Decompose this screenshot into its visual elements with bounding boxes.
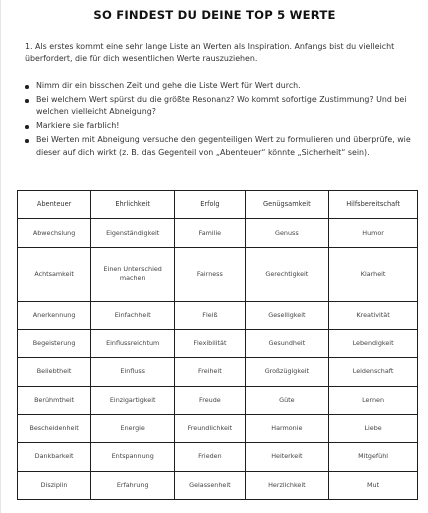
value-cell: Lernen <box>329 386 418 414</box>
instruction-item <box>25 120 417 132</box>
table-header-cell: Genügsamkeit <box>245 191 329 219</box>
table-header-cell: Ehrlichkeit <box>91 191 175 219</box>
instruction-item <box>25 80 417 92</box>
instruction-text: Markiere sie farblich! <box>36 121 120 131</box>
value-cell: Einfachheit <box>91 301 175 329</box>
value-cell: Fleiß <box>175 301 245 329</box>
value-cell: Anerkennung <box>18 301 91 329</box>
value-cell: Heiterkeit <box>245 443 329 471</box>
value-cell: Einzigartigkeit <box>91 386 175 414</box>
value-cell: Energie <box>91 414 175 442</box>
page-title: SO FINDEST DU DEINE TOP 5 WERTE <box>93 8 336 22</box>
value-cell: Liebe <box>329 414 418 442</box>
value-cell: Kreativität <box>329 301 418 329</box>
value-cell: Flexibilität <box>175 329 245 357</box>
value-cell: Genuss <box>245 219 329 247</box>
table-row <box>18 443 418 471</box>
value-cell: Achtsamkeit <box>18 247 91 301</box>
values-table <box>17 190 418 500</box>
value-cell: Freundlichkeit <box>175 414 245 442</box>
value-cell: Gesundheit <box>245 329 329 357</box>
instruction-item <box>25 94 417 119</box>
table-row <box>18 247 418 301</box>
table-header-cell: Hilfsbereitschaft <box>329 191 418 219</box>
value-cell: Güte <box>245 386 329 414</box>
value-cell: Fairness <box>175 247 245 301</box>
value-cell: Gelassenheit <box>175 471 245 499</box>
instruction-text: Bei welchem Wert spürst du die größte Resonanz? Wo kommt sofortige Zustimmung? Und bei welchen vielleicht Abneigung? <box>36 95 407 117</box>
table-header-cell: Abenteuer <box>18 191 91 219</box>
value-cell: Großzügigkeit <box>245 358 329 386</box>
value-cell: Einflussreichtum <box>91 329 175 357</box>
table-row <box>18 329 418 357</box>
bullet-icon <box>25 139 29 143</box>
instruction-text: Nimm dir ein bisschen Zeit und gehe die Liste Wert für Wert durch. <box>36 81 301 90</box>
value-cell: Begeisterung <box>18 329 91 357</box>
value-cell: Erfahrung <box>91 471 175 499</box>
value-cell: Dankbarkeit <box>18 443 91 471</box>
table-row <box>18 358 418 386</box>
value-cell: Eigenständigkeit <box>91 219 175 247</box>
value-cell: Klarheit <box>329 247 418 301</box>
value-cell: Disziplin <box>18 471 91 499</box>
value-cell: Einen Unterschied machen <box>91 247 175 301</box>
value-cell: Mut <box>329 471 418 499</box>
bullet-icon <box>25 125 29 129</box>
table-row <box>18 386 418 414</box>
table-header-cell: Erfolg <box>175 191 245 219</box>
instruction-item <box>25 134 417 159</box>
value-cell: Herzlichkeit <box>245 471 329 499</box>
value-cell: Freiheit <box>175 358 245 386</box>
value-cell: Abwechslung <box>18 219 91 247</box>
value-cell: Frieden <box>175 443 245 471</box>
value-cell: Mitgefühl <box>329 443 418 471</box>
instruction-text: Bei Werten mit Abneigung versuche den gegenteiligen Wert zu formulieren und überprüfe, wie dieser auf dich wirkt (z. B. das Gegenteil von „Abenteuer“ könnte „Sicherheit“ sein). <box>36 135 411 157</box>
value-cell: Lebendigkeit <box>329 329 418 357</box>
value-cell: Harmonie <box>245 414 329 442</box>
instruction-list <box>25 80 417 161</box>
value-cell: Berühmtheit <box>18 386 91 414</box>
value-cell: Leidenschaft <box>329 358 418 386</box>
table-row <box>18 301 418 329</box>
bullet-icon <box>25 99 29 103</box>
value-cell: Entspannung <box>91 443 175 471</box>
value-cell: Einfluss <box>91 358 175 386</box>
value-cell: Geselligkeit <box>245 301 329 329</box>
table-row <box>18 219 418 247</box>
value-cell: Gerechtigkeit <box>245 247 329 301</box>
value-cell: Freude <box>175 386 245 414</box>
value-cell: Beliebtheit <box>18 358 91 386</box>
table-header-row <box>18 191 418 219</box>
table-row <box>18 471 418 499</box>
value-cell: Humor <box>329 219 418 247</box>
value-cell: Familie <box>175 219 245 247</box>
bullet-icon <box>25 85 29 89</box>
intro-step-1: 1. Als erstes kommt eine sehr lange Liste an Werten als Inspiration. Anfangs bist du vielleicht überfordert, die für dich wesentlichen Werte rauszuziehen. <box>25 42 395 64</box>
table-row <box>18 414 418 442</box>
value-cell: Bescheidenheit <box>18 414 91 442</box>
